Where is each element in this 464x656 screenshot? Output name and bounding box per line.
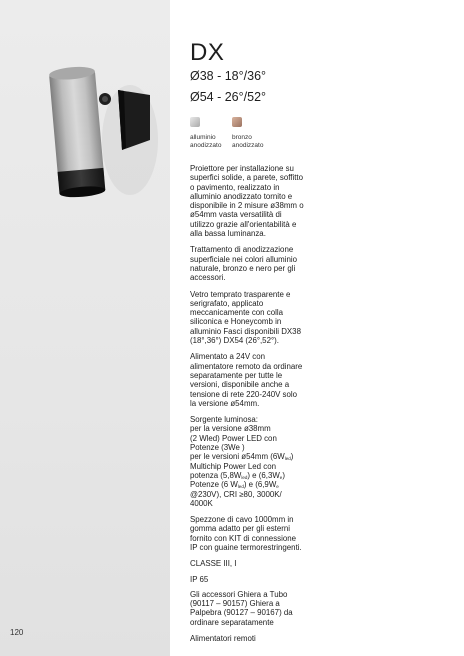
description-paragraph: Vetro temprato trasparente e serigrafato, applicato meccanicamente con colla siliconica e Honeycomb in alluminio Fasci disponibili DX38 (18°,36°) DX54 (26°,52°). bbox=[190, 289, 301, 346]
description-paragraph: Gli accessori Ghiera a Tubo (90117 – 90157) Ghiera a Palpebra (90127 – 90167) da ordinare separatamente bbox=[190, 589, 293, 627]
finish-options bbox=[190, 117, 460, 150]
finish-aluminium bbox=[190, 117, 228, 150]
product-photo bbox=[0, 0, 170, 656]
description-paragraph: Alimentatori remoti bbox=[190, 634, 256, 644]
finish-bronze bbox=[232, 117, 270, 150]
description-paragraph: Alimentato a 24V con alimentatore remoto da ordinare separatamente per tutte le versioni, disponibile anche a tensione di rete 220-240V solo la versione ø54mm. bbox=[190, 352, 303, 408]
description-paragraph: Spezzone di cavo 1000mm in gomma adatto per gli esterni fornito con KIT di connessione IP con guaine termorestringenti. bbox=[190, 515, 302, 552]
page-number: 120 bbox=[10, 628, 24, 637]
finish-label: bronzo anodizzato bbox=[232, 134, 264, 149]
ip-rating: IP 65 bbox=[190, 574, 209, 584]
product-title: DX bbox=[190, 39, 225, 66]
spec-38: Ø38 - 18°/36° bbox=[190, 69, 267, 83]
finish-label: alluminio anodizzato bbox=[190, 134, 222, 149]
spec-54: Ø54 - 26°/52° bbox=[190, 90, 267, 104]
spotlight-body bbox=[49, 65, 106, 199]
description-paragraph: Proiettore per installazione su superfici solide, a parete, soffitto o pavimento, realizzato in alluminio anodizzato tornito e disponibile in 2 misure ø38mm o ø54mm vasta versatilità di utilizzo grazie all'orientabilità e alla bassa luminanza. bbox=[190, 164, 304, 239]
pivot-knob-center bbox=[102, 96, 108, 102]
bronze-swatch bbox=[232, 117, 242, 127]
product-info bbox=[190, 40, 460, 650]
spotlight-illustration bbox=[0, 0, 170, 656]
description-paragraph: Trattamento di anodizzazione superficiale nei colori alluminio naturale, bronzo e nero per gli accessori. bbox=[190, 245, 298, 283]
description bbox=[190, 164, 305, 643]
aluminium-swatch bbox=[190, 117, 200, 127]
class-rating: CLASSE III, I bbox=[190, 559, 237, 569]
light-source-paragraph: Sorgente luminosa: per la versione ø38mm (2 Wled) Power LED con Potenze (3We ) per le versioni ø54mm $(6W_{led})$ Multichip Power Led con potenza $(5,8W_{led})$ e $(6,3W_e)$ Potenze (6 $W_{led}$) e ($6,9W_e$ @230V), CRI ≥80, 3000K/ 4000K bbox=[190, 415, 294, 508]
